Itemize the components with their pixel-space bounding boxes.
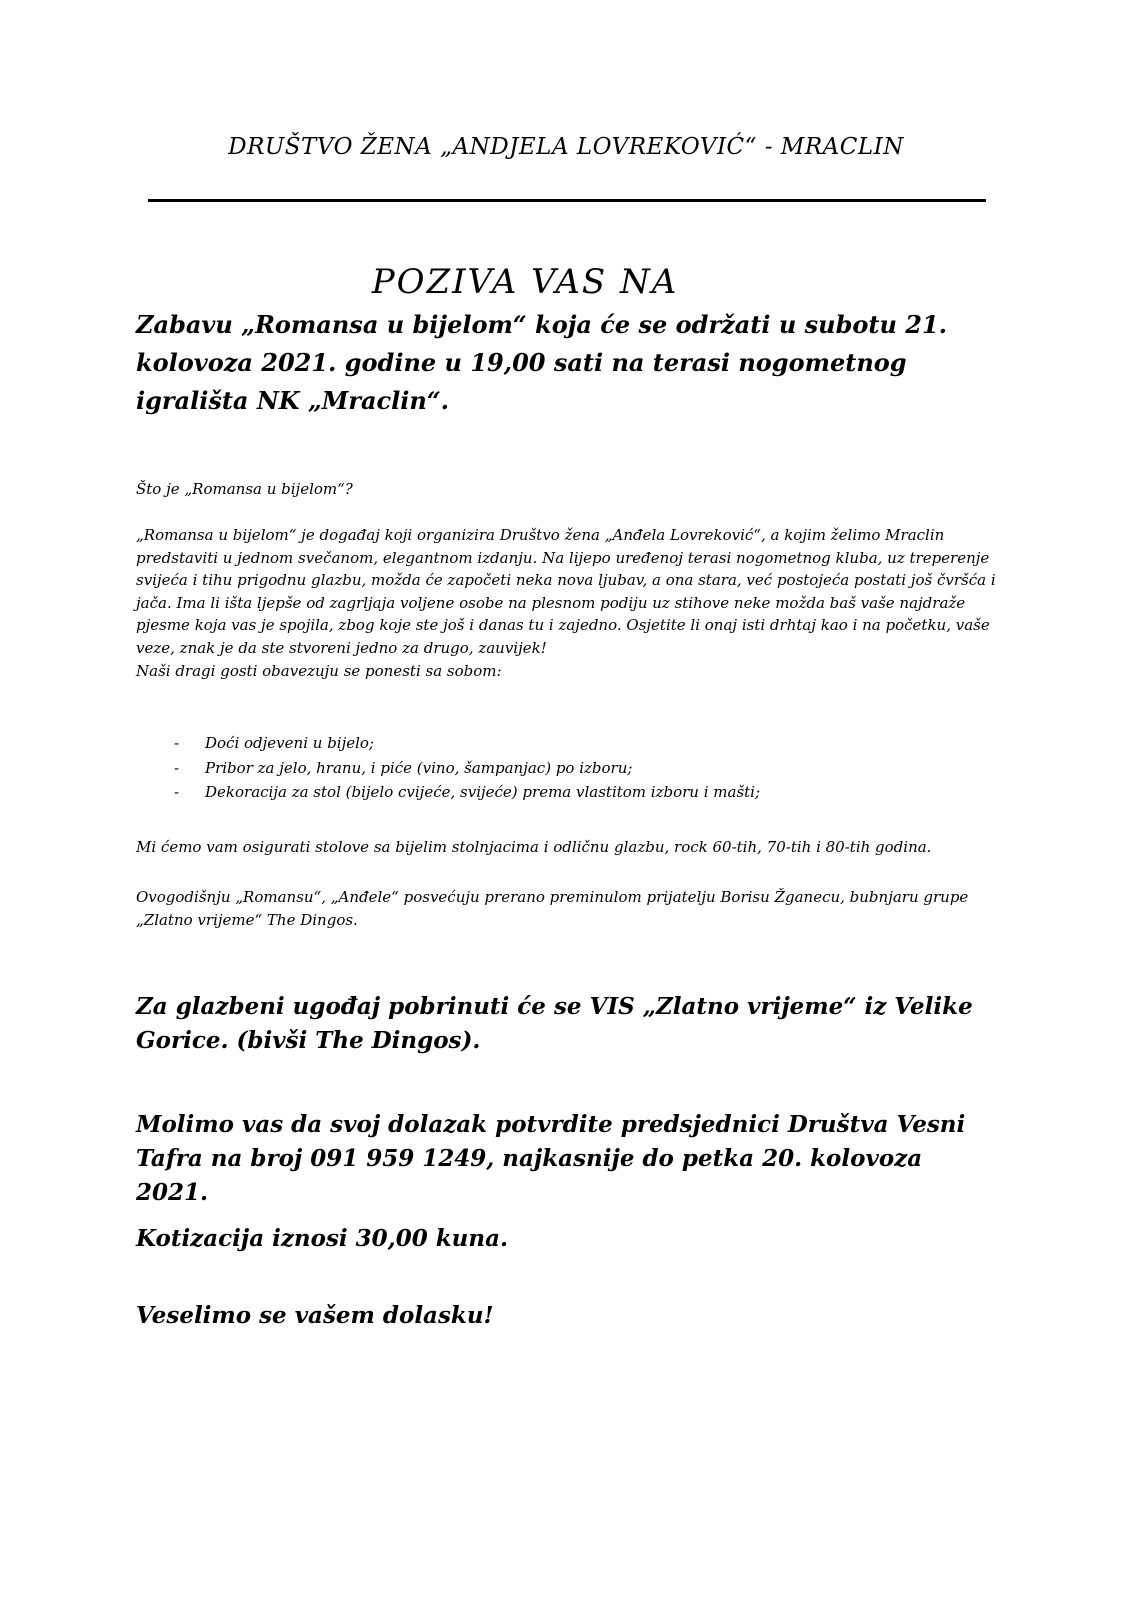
list-dash: - xyxy=(174,758,180,777)
list-item-text: Doći odjeveni u bijelo; xyxy=(205,734,374,752)
header-divider xyxy=(148,199,986,202)
list-item xyxy=(136,756,760,781)
event-description xyxy=(136,524,1006,682)
list-dash: - xyxy=(174,783,180,801)
rsvp-info: Molimo vas da svoj dolazak potvrdite predsjednici Društva Vesni Tafra na broj 091 959 1249, najkasnije do petka 20. kolovoza 2021. xyxy=(136,1111,966,1206)
list-item-text: Pribor za jelo, hranu, i piće (vino, šampanjac) po izboru; xyxy=(205,758,633,777)
bring-intro: Naši dragi gosti obavezuju se ponesti sa sobom: xyxy=(136,661,502,680)
question-line: Što je „Romansa u bijelom“? xyxy=(136,480,353,498)
description-text: „Romansa u bijelom“ je događaj koji organizira Društvo žena „Anđela Lovreković“, a kojim želimo Mraclin predstaviti u jednom svečanom, elegantnom izdanju. Na lijepo uređenoj terasi nogometnog kluba, uz treperenje svijeća i tihu prigodnu glazbu, možda će započeti neka nova ljubav, a ona stara, već postojeća postati još čvršća i jača. Ima li išta ljepše od zagrljaja voljene osobe na plesnom podiju uz stihove neke možda baš vaše najdraže pjesme koja vas je spojila, zbog koje ste još i danas tu i zajedno. Osjetite li onaj isti drhtaj kao i na početku, vaše veze, znak je da ste stvoreni jedno za drugo, zauvijek! xyxy=(136,526,996,657)
event-intro: Zabavu „Romansa u bijelom“ koja će se održati u subotu 21. kolovoza 2021. godine u 19,00 sati na terasi nogometnog igrališta NK „Mraclin“. xyxy=(136,310,948,415)
closing-line: Veselimo se vašem dolasku! xyxy=(136,1302,494,1329)
organization-title: DRUŠTVO ŽENA „ANDJELA LOVREKOVIĆ“ - MRACLIN xyxy=(228,134,904,160)
fee-info: Kotizacija iznosi 30,00 kuna. xyxy=(136,1225,508,1252)
provided-items: Mi ćemo vam osigurati stolove sa bijelim stolnjacima i odličnu glazbu, rock 60-tih, 70-tih i 80-tih godina. xyxy=(136,838,932,856)
bring-list xyxy=(136,731,760,805)
list-item xyxy=(136,731,760,756)
list-item xyxy=(136,780,760,805)
list-item-text: Dekoracija za stol (bijelo cvijeće, svijeće) prema vlastitom izboru i mašti; xyxy=(205,783,761,801)
page-heading: POZIVA VAS NA xyxy=(371,262,679,302)
list-dash: - xyxy=(174,734,180,752)
music-info: Za glazbeni ugođaj pobrinuti će se VIS „Zlatno vrijeme“ iz Velike Gorice. (bivši The Dingos). xyxy=(136,993,973,1054)
dedication: Ovogodišnju „Romansu“, „Anđele“ posvećuju prerano preminulom prijatelju Borisu Žganecu, bubnjaru grupe „Zlatno vrijeme“ The Dingos. xyxy=(136,888,969,929)
